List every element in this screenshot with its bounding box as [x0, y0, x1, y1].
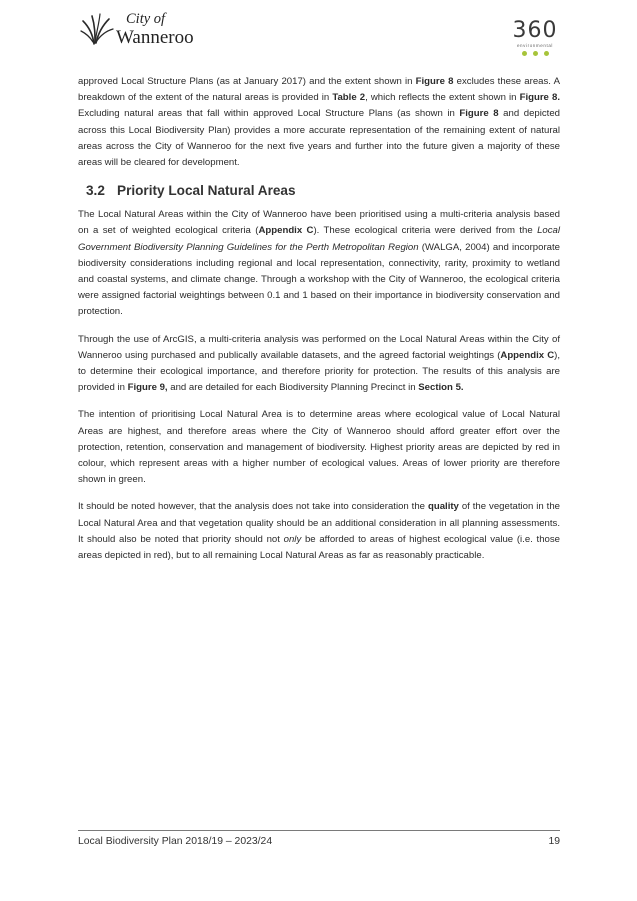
bold-text-run: Appendix C	[258, 225, 314, 237]
bold-text-run: quality	[427, 501, 459, 513]
bold-text-run: Section 5.	[418, 382, 464, 394]
text-run: The Local Natural Areas within the City of Wanneroo have been prioritised using a multi-criteria analysis based on a set of weighted ecological criteria (	[78, 209, 560, 237]
text-run: The intention of prioritising Local Natural Area is to determine areas where ecological value of Local Natural Areas are highest, and therefore areas where the City of Wanneroo should afford greater effort over the protection, retention, conservation and management of biodiversity. Highest priority areas are depicted by red in colour, which represent areas with a higher number of ecological values. Areas of lower priority are therefore shown in green.	[78, 409, 560, 486]
text-run: Through the use of ArcGIS, a multi-criteria analysis was performed on the Local Natural Areas within the City of Wanneroo using purchased and publically available datasets, and the agreed factorial weightings (	[78, 333, 560, 361]
footer-divider	[78, 830, 560, 831]
bold-text-run: Figure 9,	[127, 382, 168, 394]
text-run: be afforded to areas of highest ecological value (i.e. those areas depicted in red), but to all remaining Local Natural Areas as far as reasonably practicable.	[78, 533, 561, 562]
bold-text-run: Figure 8	[459, 108, 499, 120]
text-run: of the vegetation in the Local Natural Area and that vegetation quality should be an additional consideration in all planning assessments. It should also be noted that priority should not	[78, 501, 560, 545]
text-run: Excluding natural areas that fall within approved Local Structure Plans (as shown in	[78, 108, 460, 120]
text-run: and are detailed for each Biodiversity Planning Precinct in	[167, 382, 419, 394]
section-heading	[86, 182, 560, 200]
bold-text-run: Figure 8	[415, 76, 454, 87]
palm-leaf-icon	[80, 12, 114, 46]
text-run: excludes these areas. A breakdown of the extent of the natural areas is provided in	[78, 76, 561, 104]
section-number: 3.2	[86, 183, 105, 199]
green-dot-icon	[522, 51, 527, 56]
page-footer	[78, 836, 560, 847]
intro-paragraphs	[78, 74, 560, 171]
footer-document-title: Local Biodiversity Plan 2018/19 – 2023/24	[78, 836, 273, 847]
green-dot-icon	[544, 51, 549, 56]
green-dot-icon	[533, 51, 538, 56]
360-environmental-logo	[504, 20, 566, 56]
body-paragraph	[78, 207, 560, 320]
city-of-wanneroo-logo	[80, 12, 194, 47]
text-run: ), to determine their ecological importance, and therefore priority for protection. The results of this analysis are provided in	[78, 349, 560, 394]
text-run: , which reflects the extent shown in	[365, 92, 520, 104]
logo-dots	[504, 51, 566, 56]
bold-text-run: Table 2	[332, 92, 366, 104]
logo-360-subtitle: environmental	[516, 43, 554, 48]
bold-text-run: Appendix C	[500, 349, 555, 361]
page-body	[78, 74, 560, 575]
page-number: 19	[548, 836, 560, 847]
section-title: Priority Local Natural Areas	[117, 183, 296, 199]
text-run: approved Local Structure Plans (as at January 2017) and the extent shown in	[78, 76, 416, 87]
bold-text-run: Figure 8.	[519, 92, 560, 104]
body-paragraph	[78, 332, 560, 397]
text-run: (WALGA, 2004) and incorporate biodiversity considerations including regional and local representation, connectivity, rarity, proximity to wetland and coastal systems, and climate change. Through a workshop with the City of Wanneroo, the ecological criteria were assigned factorial weightings between 0.1 and 1 based on their importance in biodiversity conservation and protection.	[78, 241, 560, 318]
logo-line-wanneroo: Wanneroo	[116, 26, 194, 48]
body-paragraph	[78, 74, 560, 171]
body-paragraph	[78, 407, 560, 488]
logo-360-number: 360	[512, 18, 558, 43]
italic-text-run: only	[283, 533, 302, 545]
section-paragraphs	[78, 207, 560, 564]
page-header	[0, 0, 637, 62]
body-paragraph	[78, 499, 560, 564]
logo-line-city-of: City of	[126, 11, 166, 27]
text-run: ). These ecological criteria were derived from the	[313, 225, 538, 237]
text-run: and depicted across this Local Biodiversity Plan) provides a more accurate representation of the remaining extent of natural areas across the City of Wanneroo for the next five years and further into the future given a majority of these areas will be cleared for development.	[78, 108, 561, 169]
text-run: It should be noted however, that the analysis does not take into consideration the	[78, 501, 428, 513]
italic-text-run: Local Government Biodiversity Planning Guidelines for the Perth Metropolitan Region	[78, 225, 560, 253]
